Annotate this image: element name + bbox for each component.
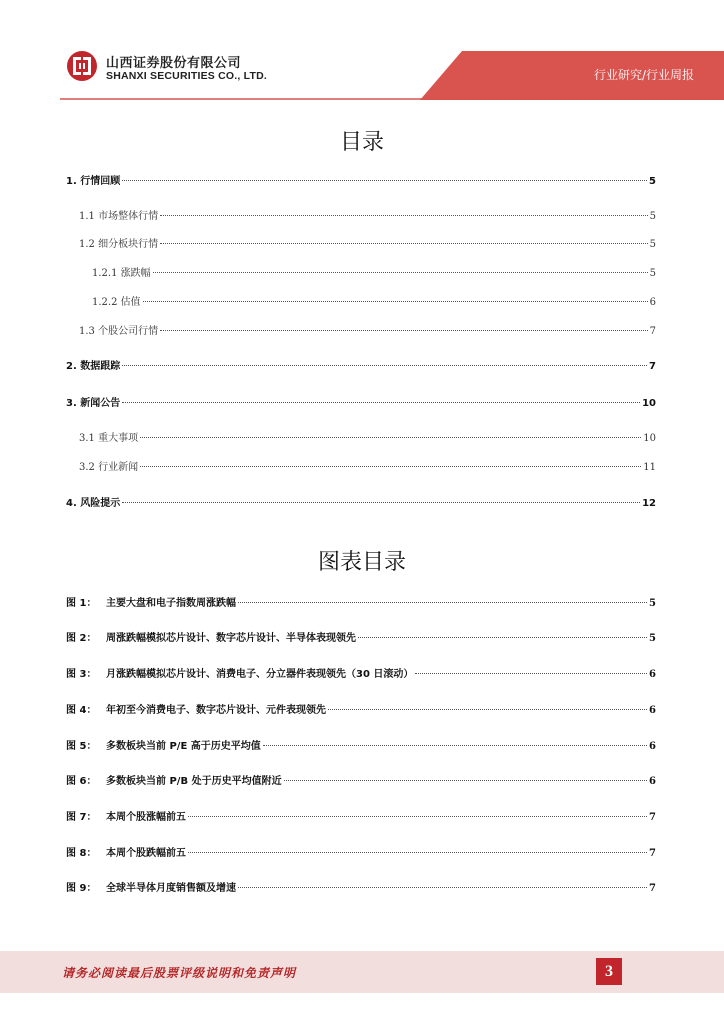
figure-entry[interactable] [66,665,656,681]
toc-entry-label: 3. 新闻公告 [66,398,121,409]
figure-label: 多数板块当前 P/E 高于历史平均值 [106,741,261,752]
toc-title: 目录 [339,130,384,155]
figure-number: 图 3： [66,669,97,680]
dot-leader [358,637,647,638]
page-footer [0,951,724,993]
toc-entry-label: 1.3 个股公司行情 [79,326,159,337]
figure-entry[interactable] [66,737,656,753]
toc-entry[interactable] [79,458,656,474]
dot-leader [284,780,647,781]
dot-leader [238,602,647,603]
toc-entry-page: 10 [642,398,656,409]
figure-number: 图 1： [66,598,97,609]
figure-page: 6 [649,705,656,716]
figure-entry[interactable] [66,701,656,717]
figure-label: 年初至今消费电子、数字芯片设计、元件表现领先 [106,705,326,716]
dot-leader [160,215,648,216]
figure-page: 5 [649,598,656,609]
figure-number: 图 7： [66,812,97,823]
figure-number: 图 9： [66,883,97,894]
toc-entry-label: 3.1 重大事项 [79,433,139,444]
company-logo-icon [66,50,98,82]
figure-page: 7 [649,883,656,894]
figure-entry[interactable] [66,808,656,824]
figure-entry[interactable] [66,772,656,788]
header-decoration [0,0,724,100]
company-name-en: SHANXI SECURITIES CO., LTD. [106,70,267,82]
company-name-cn: 山西证券股份有限公司 [106,56,242,71]
toc-entry[interactable] [92,264,656,280]
figure-page: 5 [649,633,656,644]
figure-number: 图 8： [66,848,97,859]
toc-entry[interactable] [79,235,656,251]
report-type-label: 行业研究/行业周报 [593,68,694,82]
toc-entry-page: 10 [643,433,656,444]
dot-leader [263,745,647,746]
figure-label: 全球半导体月度销售额及增速 [106,883,236,894]
dot-leader [122,502,640,503]
toc-entry-page: 5 [649,268,656,279]
dot-leader [143,301,648,302]
toc-entry-page: 11 [643,462,656,473]
figure-label: 月涨跌幅模拟芯片设计、消费电子、分立器件表现领先（30 日滚动） [106,669,414,680]
toc-entry[interactable] [66,494,656,510]
figure-label: 本周个股涨幅前五 [106,812,186,823]
toc-entry-label: 1.2.1 涨跌幅 [92,268,151,279]
toc-entry[interactable] [92,293,656,309]
dot-leader [122,402,640,403]
dot-leader [160,243,648,244]
figure-page: 7 [649,812,656,823]
toc-entry[interactable] [79,429,656,445]
figure-entry[interactable] [66,629,656,645]
figure-label: 本周个股跌幅前五 [106,848,186,859]
toc-entry-page: 5 [649,176,656,187]
figure-label: 主要大盘和电子指数周涨跌幅 [106,598,236,609]
figure-label: 周涨跌幅模拟芯片设计、数字芯片设计、半导体表现领先 [106,633,356,644]
dot-leader [415,673,647,674]
toc-entry-label: 3.2 行业新闻 [79,462,139,473]
page-header [0,0,724,100]
dot-leader [153,272,648,273]
disclaimer-notice: 请务必阅读最后股票评级说明和免责声明 [62,966,297,980]
dot-leader [238,887,647,888]
dot-leader [328,709,647,710]
toc-entry[interactable] [66,172,656,188]
toc-entry-label: 2. 数据跟踪 [66,361,121,372]
toc-entry-label: 1. 行情回顾 [66,176,121,187]
toc-entry-page: 5 [649,211,656,222]
figure-number: 图 4： [66,705,97,716]
toc-entry-label: 1.1 市场整体行情 [79,211,159,222]
figure-entry[interactable] [66,879,656,895]
toc-entry[interactable] [79,207,656,223]
dot-leader [140,466,641,467]
toc-entry[interactable] [79,322,656,338]
page-number: 3 [596,958,622,985]
dot-leader [188,852,647,853]
figure-number: 图 2： [66,633,97,644]
figure-number: 图 6： [66,776,97,787]
figure-page: 7 [649,848,656,859]
toc-entry[interactable] [66,357,656,373]
toc-entry-page: 12 [642,498,656,509]
toc-entry-page: 5 [649,239,656,250]
figure-toc-title: 图表目录 [317,550,406,575]
figure-page: 6 [649,669,656,680]
dot-leader [160,330,648,331]
figure-entry[interactable] [66,844,656,860]
figure-entry[interactable] [66,594,656,610]
toc-entry-label: 4. 风险提示 [66,498,121,509]
toc-entry-label: 1.2 细分板块行情 [79,239,159,250]
toc-entry-page: 6 [649,297,656,308]
toc-entry-label: 1.2.2 估值 [92,297,141,308]
dot-leader [122,180,647,181]
toc-entry-page: 7 [649,326,656,337]
dot-leader [140,437,641,438]
toc-entry-page: 7 [649,361,656,372]
figure-page: 6 [649,741,656,752]
figure-label: 多数板块当前 P/B 处于历史平均值附近 [106,776,282,787]
toc-entry[interactable] [66,394,656,410]
figure-page: 6 [649,776,656,787]
dot-leader [122,365,647,366]
figure-number: 图 5： [66,741,97,752]
dot-leader [188,816,647,817]
